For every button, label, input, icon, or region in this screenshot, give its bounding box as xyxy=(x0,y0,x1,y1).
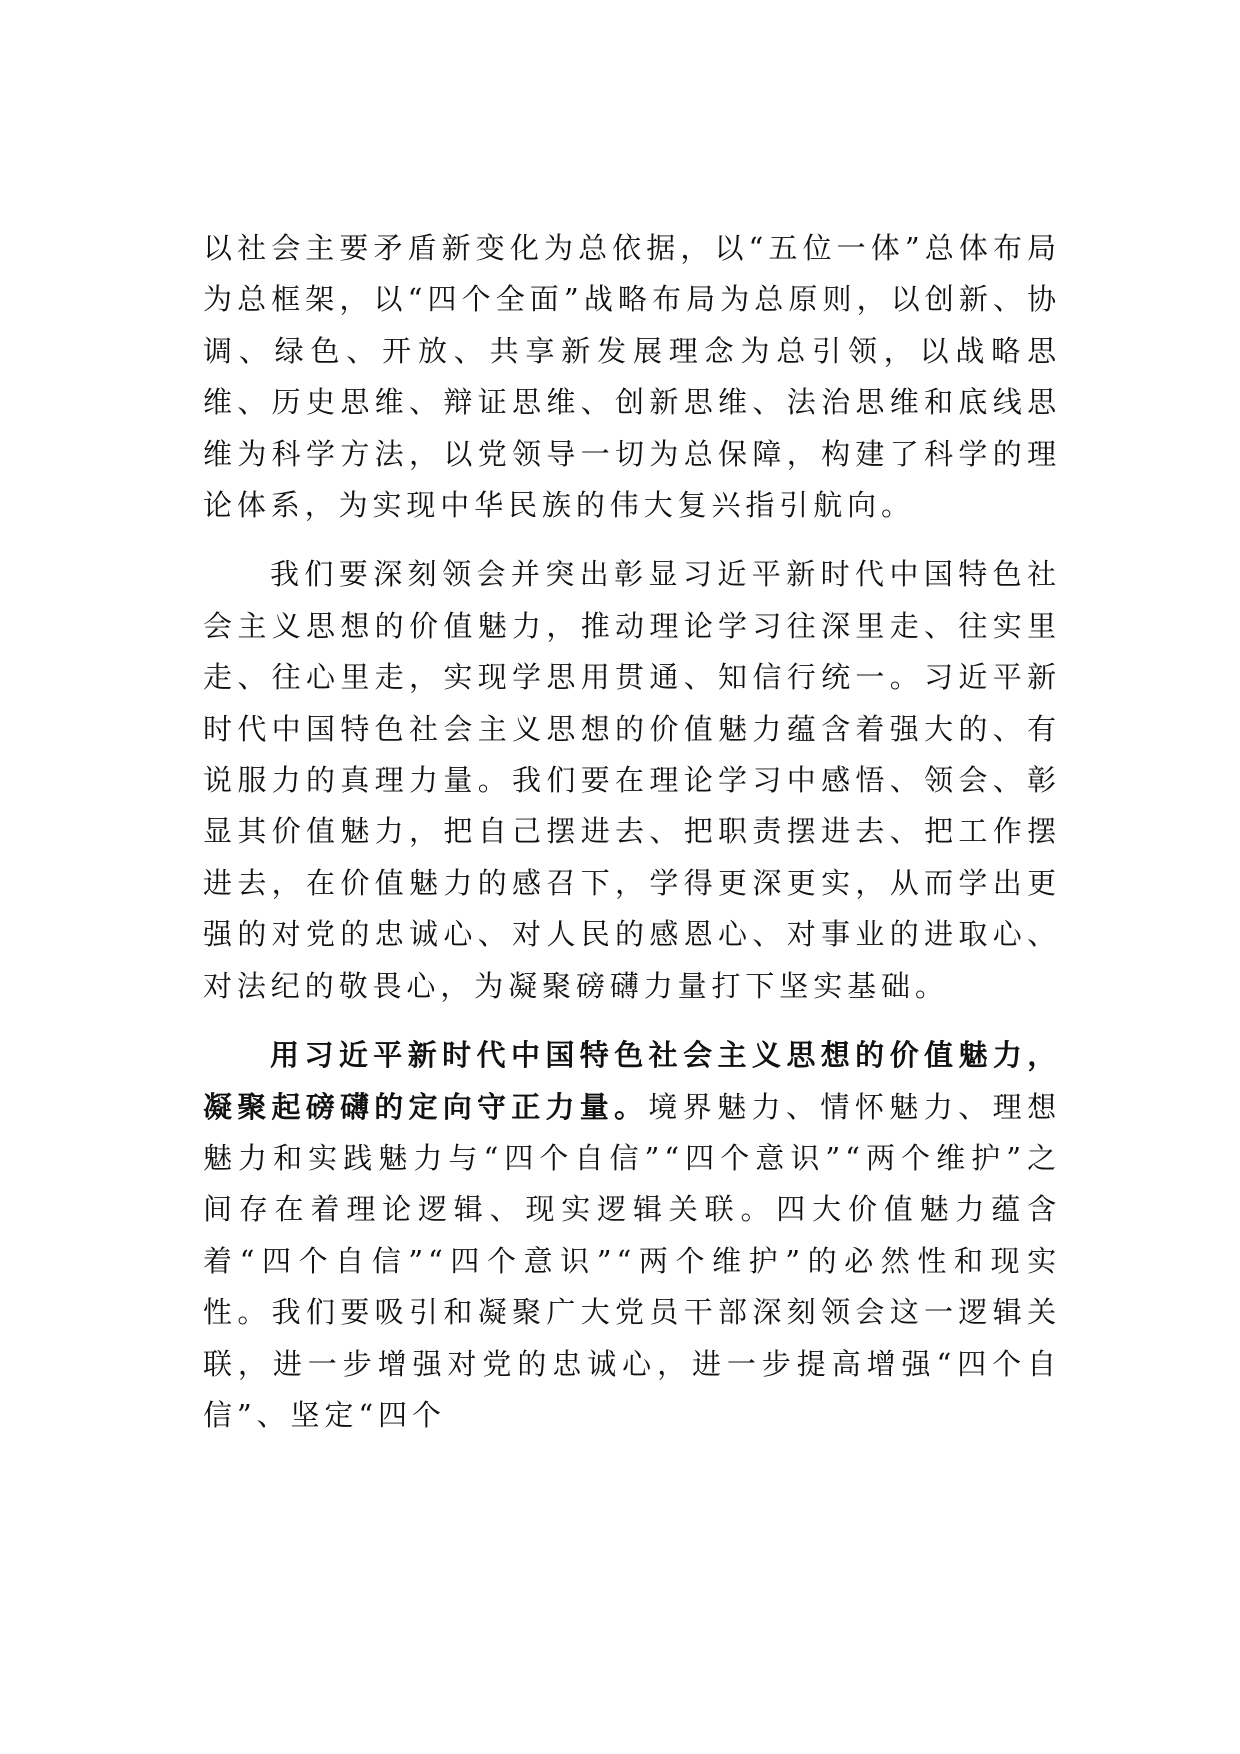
paragraph-text: 以社会主要矛盾新变化为总依据，以“五位一体”总体布局为总框架，以“四个全面”战略布局为总原则，以创新、协调、绿色、开放、共享新发展理念为总引领，以战略思维、历史思维、辩证思维、创新思维、法治思维和底线思维为科学方法，以党领导一切为总保障，构建了科学的理论体系，为实现中华民族的伟大复兴指引航向。 xyxy=(203,231,1061,523)
paragraph-text: 境界魅力、情怀魅力、理想魅力和实践魅力与“四个自信”“四个意识”“两个维护”之间存在着理论逻辑、现实逻辑关联。四大价值魅力蕴含着“四个自信”“四个意识”“两个维护”的必然性和现实性。我们要吸引和凝聚广大党员干部深刻领会这一逻辑关联，进一步增强对党的忠诚心，进一步提高增强“四个自信”、坚定“四个 xyxy=(203,1089,1061,1432)
paragraph-value-charm xyxy=(203,549,1061,1012)
paragraph-continuation xyxy=(203,223,1061,531)
paragraph-lead-bold: 用习近平新时代中国特色社会主义思想的价值魅力，凝聚起磅礴的定向守正力量。 xyxy=(203,1038,1061,1124)
paragraph-text: 我们要深刻领会并突出彰显习近平新时代中国特色社会主义思想的价值魅力，推动理论学习往深里走、往实里走、往心里走，实现学思用贯通、知信行统一。习近平新时代中国特色社会主义思想的价值魅力蕴含着强大的、有说服力的真理力量。我们要在理论学习中感悟、领会、彰显其价值魅力，把自己摆进去、把职责摆进去、把工作摆进去，在价值魅力的感召下，学得更深更实，从而学出更强的对党的忠诚心、对人民的感恩心、对事业的进取心、对法纪的敬畏心，为凝聚磅礴力量打下坚实基础。 xyxy=(203,557,1061,1003)
document-body xyxy=(203,223,1061,1441)
paragraph-unite-strength xyxy=(203,1030,1061,1441)
